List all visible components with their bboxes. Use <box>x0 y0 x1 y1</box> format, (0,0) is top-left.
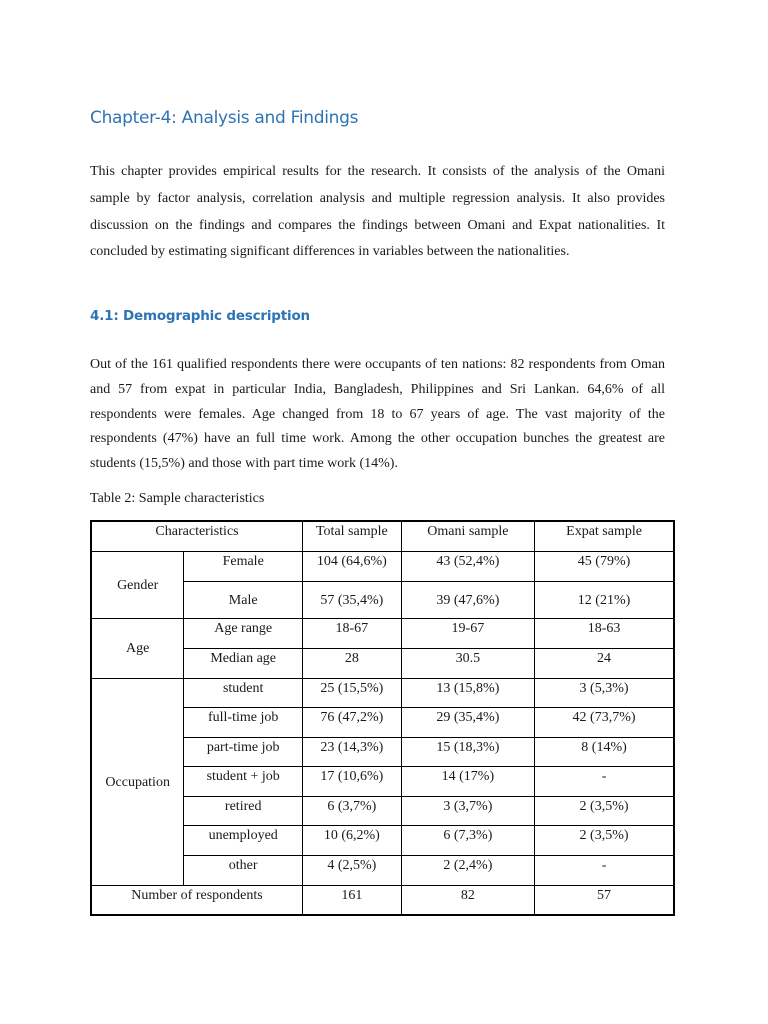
row-label-age-range: Age range <box>184 618 303 648</box>
row-label-part-time-job: part-time job <box>184 737 303 766</box>
cell-part-time-omani: 15 (18,3%) <box>401 737 534 766</box>
cell-retired-expat: 2 (3,5%) <box>535 796 674 825</box>
cell-student-job-total: 17 (10,6%) <box>303 766 402 796</box>
table-row <box>91 618 674 648</box>
cell-age-range-total: 18-67 <box>303 618 402 648</box>
row-label-full-time-job: full-time job <box>184 707 303 737</box>
cell-student-omani: 13 (15,8%) <box>401 678 534 707</box>
cell-retired-omani: 3 (3,7%) <box>401 796 534 825</box>
cell-male-omani: 39 (47,6%) <box>401 581 534 618</box>
cell-male-total: 57 (35,4%) <box>303 581 402 618</box>
row-label-retired: retired <box>184 796 303 825</box>
cell-other-total: 4 (2,5%) <box>303 855 402 885</box>
table-caption: Table 2: Sample characteristics <box>90 491 265 506</box>
table-row <box>91 678 674 707</box>
header-total-sample: Total sample <box>303 521 402 551</box>
row-label-female: Female <box>184 551 303 581</box>
intro-paragraph: This chapter provides empirical results for the research. It consists of the analysis of the Omani sample by factor analysis, correlation analysis and multiple regression analysis. It also provides discussion on the findings and compares the findings between Omani and Expat nationalities. It concluded by estimating significant differences in variables between the nationalities. <box>90 164 665 260</box>
group-gender-label: Gender <box>91 551 184 618</box>
cell-male-expat: 12 (21%) <box>535 581 674 618</box>
row-label-unemployed: unemployed <box>184 825 303 855</box>
header-expat-sample: Expat sample <box>535 521 674 551</box>
cell-female-total: 104 (64,6%) <box>303 551 402 581</box>
cell-female-omani: 43 (52,4%) <box>401 551 534 581</box>
chapter-title: Chapter-4: Analysis and Findings <box>90 108 359 128</box>
cell-student-total: 25 (15,5%) <box>303 678 402 707</box>
cell-student-expat: 3 (5,3%) <box>535 678 674 707</box>
cell-median-omani: 30.5 <box>401 648 534 678</box>
cell-full-time-total: 76 (47,2%) <box>303 707 402 737</box>
table-header-row <box>91 521 674 551</box>
sample-characteristics-table <box>90 520 675 916</box>
group-occupation-label: Occupation <box>91 678 184 885</box>
cell-unemployed-expat: 2 (3,5%) <box>535 825 674 855</box>
section-title: 4.1: Demographic description <box>90 308 310 324</box>
row-label-student: student <box>184 678 303 707</box>
cell-age-range-omani: 19-67 <box>401 618 534 648</box>
cell-age-range-expat: 18-63 <box>535 618 674 648</box>
cell-respondents-omani: 82 <box>401 885 534 915</box>
cell-student-job-expat: - <box>535 766 674 796</box>
cell-other-expat: - <box>535 855 674 885</box>
cell-female-expat: 45 (79%) <box>535 551 674 581</box>
cell-median-total: 28 <box>303 648 402 678</box>
cell-student-job-omani: 14 (17%) <box>401 766 534 796</box>
cell-part-time-expat: 8 (14%) <box>535 737 674 766</box>
cell-median-expat: 24 <box>535 648 674 678</box>
header-characteristics: Characteristics <box>91 521 303 551</box>
row-label-number-of-respondents: Number of respondents <box>91 885 303 915</box>
row-label-median-age: Median age <box>184 648 303 678</box>
cell-unemployed-total: 10 (6,2%) <box>303 825 402 855</box>
row-label-other: other <box>184 855 303 885</box>
header-omani-sample: Omani sample <box>401 521 534 551</box>
cell-other-omani: 2 (2,4%) <box>401 855 534 885</box>
cell-full-time-omani: 29 (35,4%) <box>401 707 534 737</box>
row-label-student-job: student + job <box>184 766 303 796</box>
row-label-male: Male <box>184 581 303 618</box>
demographic-paragraph: Out of the 161 qualified respondents there were occupants of ten nations: 82 respondents from Oman and 57 from expat in particular India, Bangladesh, Philippines and Sri Lankan. 64,6% of all respondents were females. Age changed from 18 to 67 years of age. The vast majority of the respondents (47%) have an full time work. Among the other occupation bunches the greatest are students (15,5%) and those with part time work (14%). <box>90 357 665 472</box>
group-age-label: Age <box>91 618 184 678</box>
cell-respondents-total: 161 <box>303 885 402 915</box>
cell-respondents-expat: 57 <box>535 885 674 915</box>
cell-retired-total: 6 (3,7%) <box>303 796 402 825</box>
cell-unemployed-omani: 6 (7,3%) <box>401 825 534 855</box>
cell-part-time-total: 23 (14,3%) <box>303 737 402 766</box>
table-row <box>91 885 674 915</box>
table-row <box>91 551 674 581</box>
cell-full-time-expat: 42 (73,7%) <box>535 707 674 737</box>
